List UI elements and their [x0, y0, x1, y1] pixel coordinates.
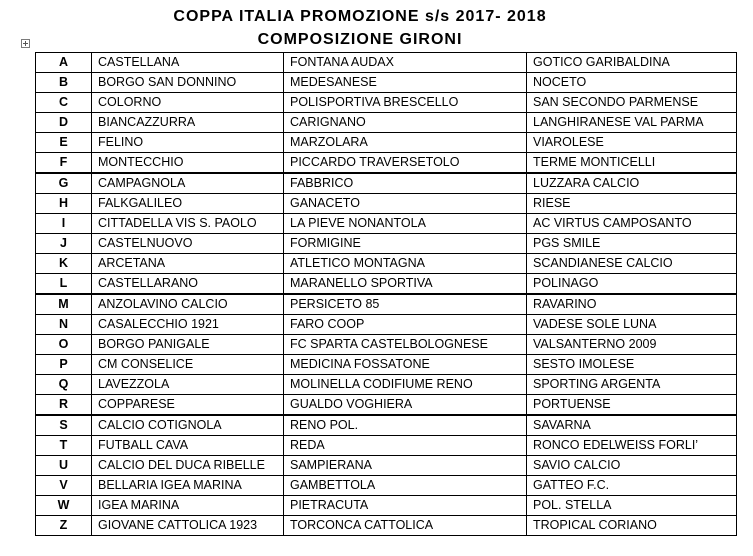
- group-row-q: [36, 375, 737, 395]
- team-cell: MARZOLARA: [284, 133, 527, 153]
- team-cell: FUTBALL CAVA: [92, 436, 284, 456]
- team-cell: CITTADELLA VIS S. PAOLO: [92, 214, 284, 234]
- group-row-k: [36, 254, 737, 274]
- group-letter: U: [36, 456, 92, 476]
- team-cell: RENO POL.: [284, 415, 527, 436]
- team-cell: VIAROLESE: [527, 133, 737, 153]
- group-letter: B: [36, 73, 92, 93]
- team-cell: ANZOLAVINO CALCIO: [92, 294, 284, 315]
- group-letter: S: [36, 415, 92, 436]
- team-cell: PERSICETO 85: [284, 294, 527, 315]
- group-row-j: [36, 234, 737, 254]
- team-cell: MARANELLO SPORTIVA: [284, 274, 527, 295]
- group-letter: H: [36, 194, 92, 214]
- groups-table: [35, 52, 737, 536]
- group-row-d: [36, 113, 737, 133]
- team-cell: TERME MONTICELLI: [527, 153, 737, 174]
- group-letter: G: [36, 173, 92, 194]
- group-row-n: [36, 315, 737, 335]
- team-cell: GIOVANE CATTOLICA 1923: [92, 516, 284, 536]
- team-cell: FARO COOP: [284, 315, 527, 335]
- team-cell: GUALDO VOGHIERA: [284, 395, 527, 416]
- group-letter: O: [36, 335, 92, 355]
- group-row-u: [36, 456, 737, 476]
- team-cell: GATTEO F.C.: [527, 476, 737, 496]
- group-row-s: [36, 415, 737, 436]
- team-cell: SCANDIANESE CALCIO: [527, 254, 737, 274]
- group-row-a: [36, 53, 737, 73]
- team-cell: POLINAGO: [527, 274, 737, 295]
- team-cell: BIANCAZZURRA: [92, 113, 284, 133]
- group-row-o: [36, 335, 737, 355]
- team-cell: LANGHIRANESE VAL PARMA: [527, 113, 737, 133]
- team-cell: CASTELLANA: [92, 53, 284, 73]
- team-cell: RIESE: [527, 194, 737, 214]
- group-letter: F: [36, 153, 92, 174]
- team-cell: FABBRICO: [284, 173, 527, 194]
- team-cell: VALSANTERNO 2009: [527, 335, 737, 355]
- team-cell: POLISPORTIVA BRESCELLO: [284, 93, 527, 113]
- team-cell: BELLARIA IGEA MARINA: [92, 476, 284, 496]
- team-cell: MEDESANESE: [284, 73, 527, 93]
- team-cell: PIETRACUTA: [284, 496, 527, 516]
- team-cell: VADESE SOLE LUNA: [527, 315, 737, 335]
- team-cell: REDA: [284, 436, 527, 456]
- team-cell: POL. STELLA: [527, 496, 737, 516]
- team-cell: CASALECCHIO 1921: [92, 315, 284, 335]
- team-cell: IGEA MARINA: [92, 496, 284, 516]
- team-cell: LA PIEVE NONANTOLA: [284, 214, 527, 234]
- team-cell: ATLETICO MONTAGNA: [284, 254, 527, 274]
- team-cell: CALCIO COTIGNOLA: [92, 415, 284, 436]
- team-cell: LUZZARA CALCIO: [527, 173, 737, 194]
- team-cell: CAMPAGNOLA: [92, 173, 284, 194]
- group-row-t: [36, 436, 737, 456]
- team-cell: CARIGNANO: [284, 113, 527, 133]
- team-cell: GOTICO GARIBALDINA: [527, 53, 737, 73]
- team-cell: COLORNO: [92, 93, 284, 113]
- group-row-r: [36, 395, 737, 416]
- team-cell: SAN SECONDO PARMENSE: [527, 93, 737, 113]
- team-cell: SAVIO CALCIO: [527, 456, 737, 476]
- team-cell: RONCO EDELWEISS FORLI’: [527, 436, 737, 456]
- team-cell: AC VIRTUS CAMPOSANTO: [527, 214, 737, 234]
- team-cell: MOLINELLA CODIFIUME RENO: [284, 375, 527, 395]
- document-title: COPPA ITALIA PROMOZIONE s/s 2017- 2018: [173, 8, 547, 25]
- team-cell: PICCARDO TRAVERSETOLO: [284, 153, 527, 174]
- group-letter: I: [36, 214, 92, 234]
- group-letter: R: [36, 395, 92, 416]
- team-cell: PGS SMILE: [527, 234, 737, 254]
- team-cell: FONTANA AUDAX: [284, 53, 527, 73]
- team-cell: FALKGALILEO: [92, 194, 284, 214]
- team-cell: NOCETO: [527, 73, 737, 93]
- team-cell: MONTECCHIO: [92, 153, 284, 174]
- group-letter: J: [36, 234, 92, 254]
- team-cell: CASTELLARANO: [92, 274, 284, 295]
- group-letter: Z: [36, 516, 92, 536]
- team-cell: MEDICINA FOSSATONE: [284, 355, 527, 375]
- team-cell: LAVEZZOLA: [92, 375, 284, 395]
- group-row-g: [36, 173, 737, 194]
- team-cell: SAMPIERANA: [284, 456, 527, 476]
- group-letter: V: [36, 476, 92, 496]
- group-row-v: [36, 476, 737, 496]
- team-cell: CALCIO DEL DUCA RIBELLE: [92, 456, 284, 476]
- group-letter: D: [36, 113, 92, 133]
- table-move-handle-icon[interactable]: [21, 39, 30, 48]
- team-cell: SPORTING ARGENTA: [527, 375, 737, 395]
- team-cell: BORGO PANIGALE: [92, 335, 284, 355]
- group-row-c: [36, 93, 737, 113]
- group-letter: T: [36, 436, 92, 456]
- group-row-w: [36, 496, 737, 516]
- group-letter: K: [36, 254, 92, 274]
- team-cell: TROPICAL CORIANO: [527, 516, 737, 536]
- team-cell: CM CONSELICE: [92, 355, 284, 375]
- group-row-i: [36, 214, 737, 234]
- group-letter: L: [36, 274, 92, 295]
- team-cell: PORTUENSE: [527, 395, 737, 416]
- group-row-h: [36, 194, 737, 214]
- team-cell: SESTO IMOLESE: [527, 355, 737, 375]
- team-cell: BORGO SAN DONNINO: [92, 73, 284, 93]
- team-cell: GAMBETTOLA: [284, 476, 527, 496]
- group-letter: M: [36, 294, 92, 315]
- group-row-f: [36, 153, 737, 174]
- team-cell: FC SPARTA CASTELBOLOGNESE: [284, 335, 527, 355]
- team-cell: GANACETO: [284, 194, 527, 214]
- group-row-l: [36, 274, 737, 295]
- group-letter: A: [36, 53, 92, 73]
- team-cell: FORMIGINE: [284, 234, 527, 254]
- group-row-e: [36, 133, 737, 153]
- team-cell: CASTELNUOVO: [92, 234, 284, 254]
- group-letter: E: [36, 133, 92, 153]
- groups-table-body: [36, 53, 737, 536]
- team-cell: TORCONCA CATTOLICA: [284, 516, 527, 536]
- team-cell: SAVARNA: [527, 415, 737, 436]
- group-row-z: [36, 516, 737, 536]
- group-row-b: [36, 73, 737, 93]
- document-subtitle: COMPOSIZIONE GIRONI: [257, 31, 463, 48]
- team-cell: RAVARINO: [527, 294, 737, 315]
- group-letter: N: [36, 315, 92, 335]
- group-letter: W: [36, 496, 92, 516]
- group-row-p: [36, 355, 737, 375]
- team-cell: ARCETANA: [92, 254, 284, 274]
- team-cell: FELINO: [92, 133, 284, 153]
- group-row-m: [36, 294, 737, 315]
- group-letter: C: [36, 93, 92, 113]
- team-cell: COPPARESE: [92, 395, 284, 416]
- group-letter: P: [36, 355, 92, 375]
- group-letter: Q: [36, 375, 92, 395]
